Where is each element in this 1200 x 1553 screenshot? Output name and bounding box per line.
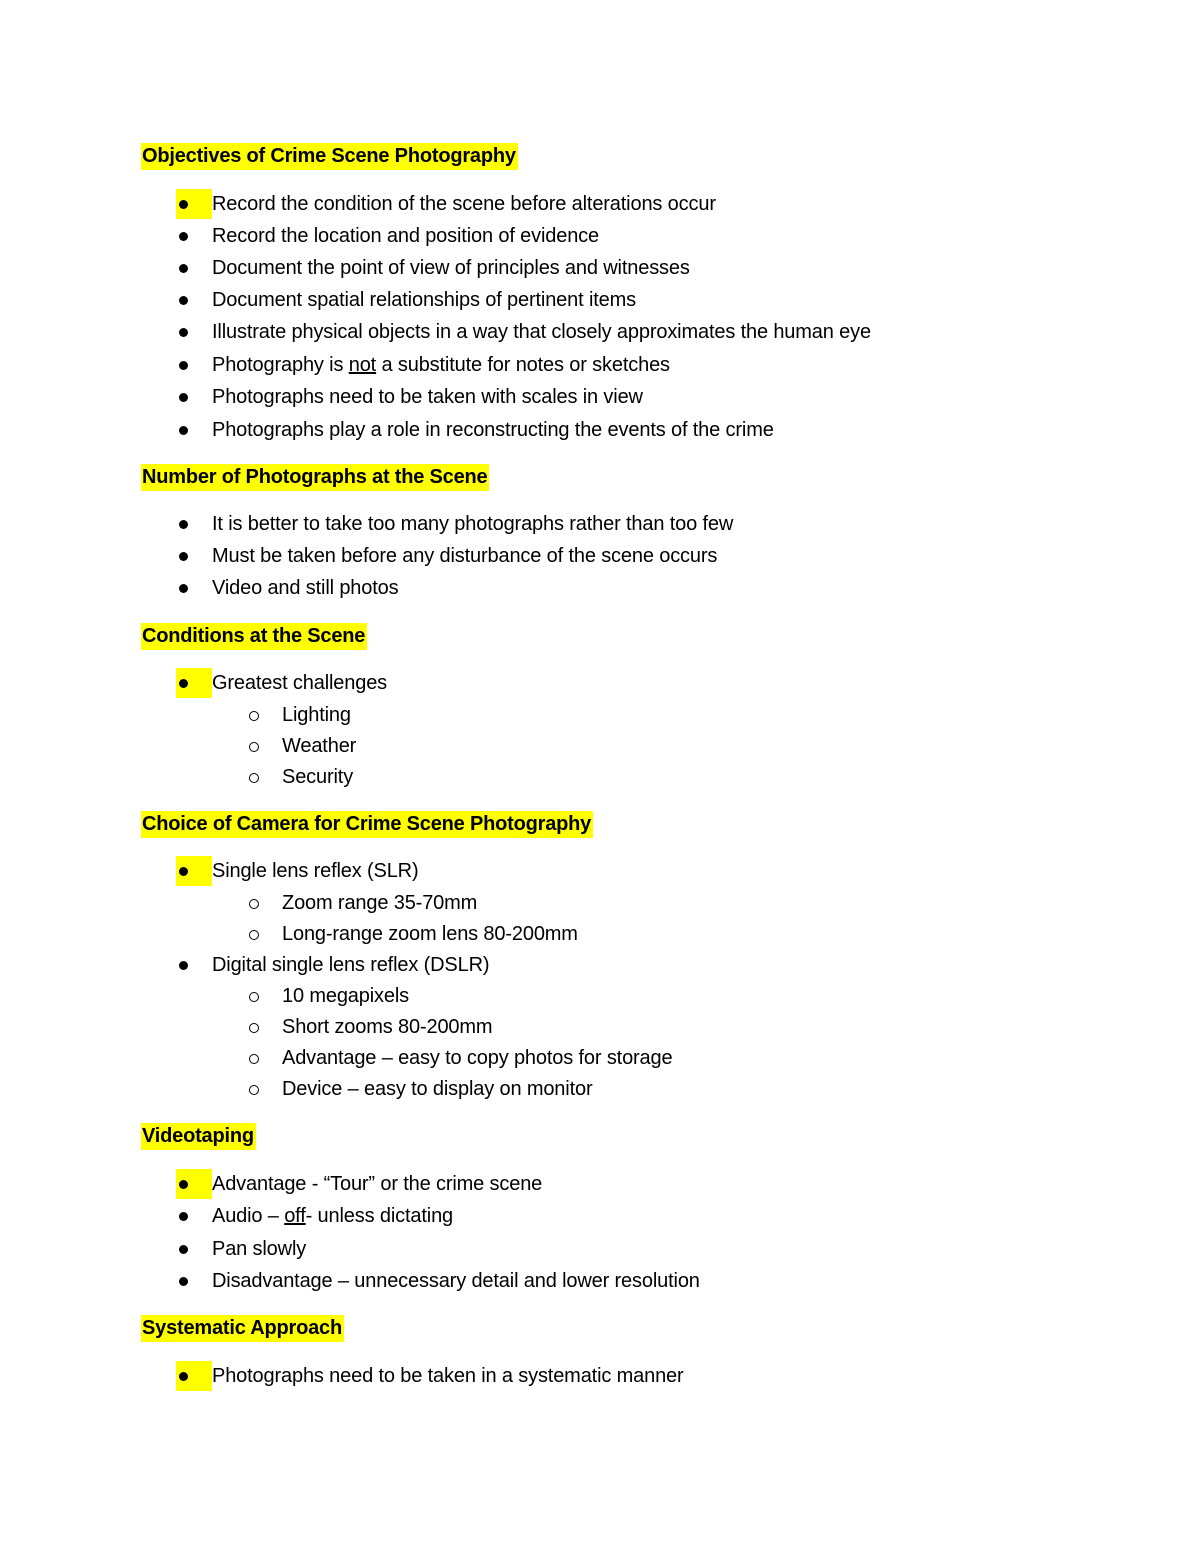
circle-bullet-icon <box>247 919 282 949</box>
circle-bullet-icon <box>247 1012 282 1042</box>
bullet-icon <box>176 285 212 315</box>
list-item: Advantage - “Tour” or the crime scene <box>176 1169 542 1199</box>
list-item: Pan slowly <box>176 1234 306 1264</box>
list-item: Document spatial relationships of pertinent items <box>176 285 636 315</box>
list-item: Record the condition of the scene before alterations occur <box>176 189 716 219</box>
bullet-icon <box>176 189 212 219</box>
section-heading-choice-of-camera: Choice of Camera for Crime Scene Photography <box>141 809 593 839</box>
bullet-icon <box>176 668 212 698</box>
list-item: It is better to take too many photographs rather than too few <box>176 509 733 539</box>
bullet-icon <box>176 350 212 380</box>
sub-list-item: Weather <box>247 731 356 761</box>
section-heading-number-of-photographs: Number of Photographs at the Scene <box>141 462 489 492</box>
circle-bullet-icon <box>247 1043 282 1073</box>
list-item: Document the point of view of principles and witnesses <box>176 253 690 283</box>
sub-list-item: Lighting <box>247 700 351 730</box>
list-item: Audio – off- unless dictating <box>176 1201 453 1231</box>
sub-list-item: Short zooms 80-200mm <box>247 1012 492 1042</box>
bullet-icon <box>176 541 212 571</box>
bullet-icon <box>176 1361 212 1391</box>
section-heading-objectives: Objectives of Crime Scene Photography <box>141 141 518 171</box>
bullet-icon <box>176 415 212 445</box>
circle-bullet-icon <box>247 762 282 792</box>
circle-bullet-icon <box>247 888 282 918</box>
bullet-icon <box>176 950 212 980</box>
list-item: Photography is not a substitute for notes or sketches <box>176 350 670 380</box>
bullet-icon <box>176 221 212 251</box>
list-item: Photographs play a role in reconstructing the events of the crime <box>176 415 774 445</box>
list-item: Photographs need to be taken in a systematic manner <box>176 1361 684 1391</box>
list-item: Video and still photos <box>176 573 398 603</box>
sub-list-item: Zoom range 35-70mm <box>247 888 477 918</box>
sub-list-item: Device – easy to display on monitor <box>247 1074 592 1104</box>
bullet-icon <box>176 1169 212 1199</box>
section-heading-systematic-approach: Systematic Approach <box>141 1313 344 1343</box>
circle-bullet-icon <box>247 731 282 761</box>
list-item: Single lens reflex (SLR) <box>176 856 419 886</box>
section-heading-videotaping: Videotaping <box>141 1121 256 1151</box>
circle-bullet-icon <box>247 700 282 730</box>
list-item: Must be taken before any disturbance of the scene occurs <box>176 541 717 571</box>
bullet-icon <box>176 509 212 539</box>
bullet-icon <box>176 856 212 886</box>
sub-list-item: Security <box>247 762 353 792</box>
sub-list-item: 10 megapixels <box>247 981 409 1011</box>
bullet-icon <box>176 317 212 347</box>
bullet-icon <box>176 382 212 412</box>
bullet-icon <box>176 573 212 603</box>
bullet-icon <box>176 253 212 283</box>
circle-bullet-icon <box>247 981 282 1011</box>
bullet-icon <box>176 1266 212 1296</box>
sub-list-item: Advantage – easy to copy photos for storage <box>247 1043 672 1073</box>
bullet-icon <box>176 1201 212 1231</box>
list-item: Disadvantage – unnecessary detail and lower resolution <box>176 1266 700 1296</box>
sub-list-item: Long-range zoom lens 80-200mm <box>247 919 578 949</box>
circle-bullet-icon <box>247 1074 282 1104</box>
list-item: Photographs need to be taken with scales in view <box>176 382 643 412</box>
list-item: Illustrate physical objects in a way that closely approximates the human eye <box>176 317 871 347</box>
list-item: Digital single lens reflex (DSLR) <box>176 950 489 980</box>
section-heading-conditions: Conditions at the Scene <box>141 621 367 651</box>
list-item: Greatest challenges <box>176 668 387 698</box>
list-item: Record the location and position of evidence <box>176 221 599 251</box>
bullet-icon <box>176 1234 212 1264</box>
